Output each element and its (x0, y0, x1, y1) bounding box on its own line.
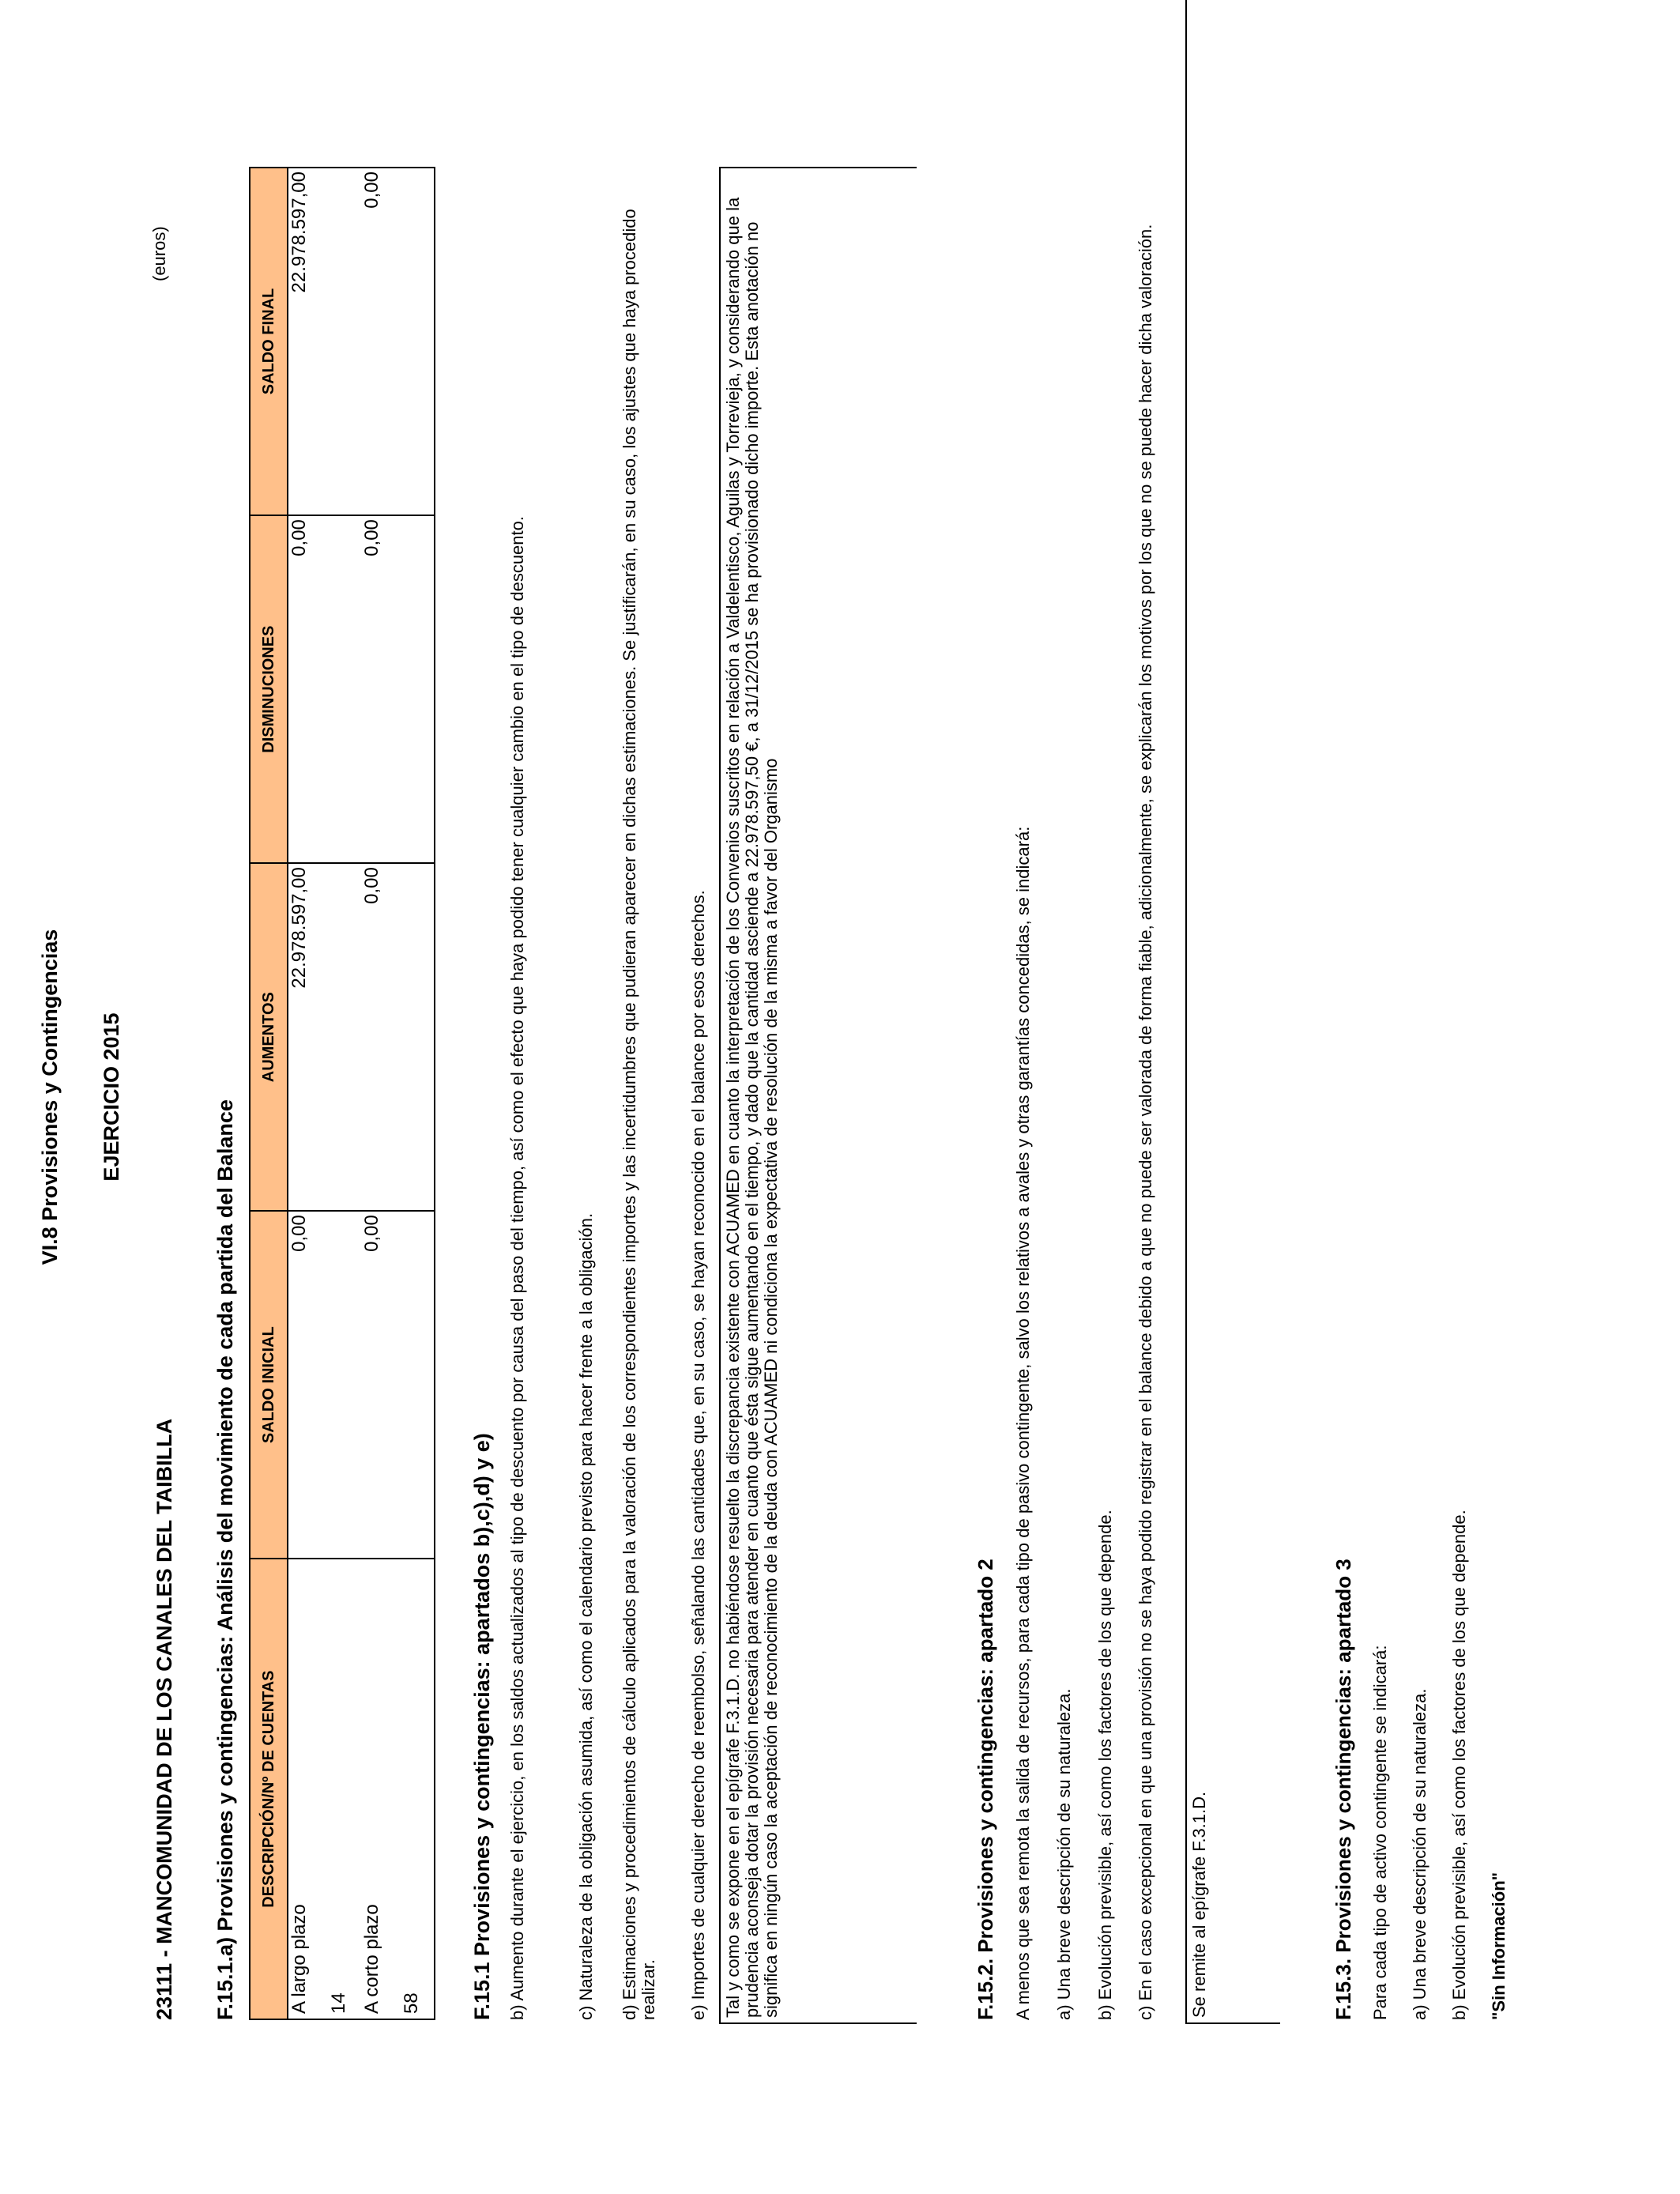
f152-box-text: Se remite al epígrafe F.3.1.D. (1189, 1791, 1209, 2018)
page-title: VI.8 Provisiones y Contingencias (38, 929, 62, 1265)
cell-aumentos: 22.978.597,00 (288, 863, 328, 1211)
table-header-row (250, 168, 288, 2019)
f151-explanation-box (719, 167, 917, 2024)
col-header-saldo-inicial: SALDO INICIAL (250, 1211, 288, 1559)
row-account: 14 (328, 1559, 361, 2019)
cell-disminuciones: 0,00 (361, 515, 401, 863)
table-row (328, 168, 361, 2019)
row-description: A largo plazo (288, 1559, 328, 2019)
row-account: 58 (401, 1559, 435, 2019)
f153-b: b) Evolución previsible, así como los factores de los que depende. (1449, 1510, 1469, 2020)
f151-d: d) Estimaciones y procedimientos de cálculo aplicados para la valoración de los correspondientes importes y las incertidumbres que pudieran aparecer en dichas estimaciones. Se justificarán, en su caso, los ajustes que haya procedido realizar. (620, 209, 658, 2020)
table-row (361, 168, 401, 2019)
cell-aumentos: 0,00 (361, 863, 401, 1211)
cell-saldo-final: 22.978.597,00 (288, 172, 310, 293)
f152-c: c) En el caso excepcional en que una provisión no se haya podido registrar en el balance debido a que no puede ser valorada de forma fiable, adicionalmente, se explicarán los motivos por los que no se puede hacer dicha valoración. (1136, 224, 1155, 2020)
f152-a: a) Una breve descripción de su naturaleza. (1054, 1688, 1074, 2020)
col-header-saldo-final: SALDO FINAL (250, 168, 288, 515)
cell-saldo-inicial: 0,00 (361, 1211, 401, 1559)
table-row (288, 168, 328, 2019)
f151a-heading: F.15.1.a) Provisiones y contingencias: Análisis del movimiento de cada partida del Balance (213, 1099, 237, 2020)
f152-b: b) Evolución previsible, así como los factores de los que depende. (1095, 1510, 1115, 2020)
entity-title: 23111 - MANCOMUNIDAD DE LOS CANALES DEL TAIBILLA (153, 1418, 176, 2020)
f153-heading: F.15.3. Provisiones y contingencias: apartado 3 (1332, 1559, 1355, 2020)
f151-explanation-text: Tal y como se expone en el epígrafe F.3.1.D. no habiéndose resuelto la discrepancia existente con ACUAMED en cuanto la interpretación de los Convenios suscritos en relación a Valdelentisco, Aguilas y Torrevieja, y considerando que la prudencia aconseja dotar la provisión necesaria para atender en cuanto que ésta sigue aumentando en el tiempo, y dado que la cantidad asciende a 22.978.597,50 €, a 31/12/2015 se ha provisionado dicho importe. Esta anotación no significa en ningún caso la aceptación de reconocimiento de la deuda con ACUAMED ni condiciona la expectativa de resolución de la misma a favor del Organismo (723, 197, 781, 2018)
table-row (401, 168, 435, 2019)
row-description: A corto plazo (361, 1559, 401, 2019)
movement-table (249, 167, 435, 2020)
currency-note: (euros) (149, 226, 169, 281)
col-header-disminuciones: DISMINUCIONES (250, 515, 288, 863)
exercise-title: EJERCICIO 2015 (100, 1012, 123, 1182)
f152-heading: F.15.2. Provisiones y contingencias: apartado 2 (974, 1559, 997, 2020)
f153-note: "Sin Información" (1489, 1872, 1509, 2020)
cell-disminuciones: 0,00 (288, 515, 328, 863)
f151-b: b) Aumento durante el ejercicio, en los saldos actualizados al tipo de descuento por causa del paso del tiempo, así como el efecto que haya podido tener cualquier cambio en el tipo de descuento. (507, 516, 527, 2020)
col-header-aumentos: AUMENTOS (250, 863, 288, 1211)
col-header-description: DESCRIPCIÓN/Nº DE CUENTAS (250, 1559, 288, 2019)
cell-saldo-final: 0,00 (361, 172, 382, 209)
f152-box (1185, 0, 1280, 2024)
f151-e: e) Importes de cualquier derecho de reembolso, señalando las cantidades que, en su caso, se hayan reconocido en el balance por esos derechos. (688, 890, 708, 2020)
f151-c: c) Naturaleza de la obligación asumida, así como el calendario previsto para hacer frente a la obligación. (576, 1212, 596, 2020)
f153-a: a) Una breve descripción de su naturaleza. (1410, 1688, 1430, 2020)
cell-saldo-inicial: 0,00 (288, 1211, 328, 1559)
f152-intro: A menos que sea remota la salida de recursos, para cada tipo de pasivo contingente, salvo los relativos a avales y otras garantías concedidas, se indicará: (1013, 826, 1033, 2020)
f153-intro: Para cada tipo de activo contingente se indicará: (1370, 1645, 1390, 2020)
f151-heading: F.15.1 Provisiones y contingencias: apartados b),c),d) y e) (470, 1433, 494, 2020)
